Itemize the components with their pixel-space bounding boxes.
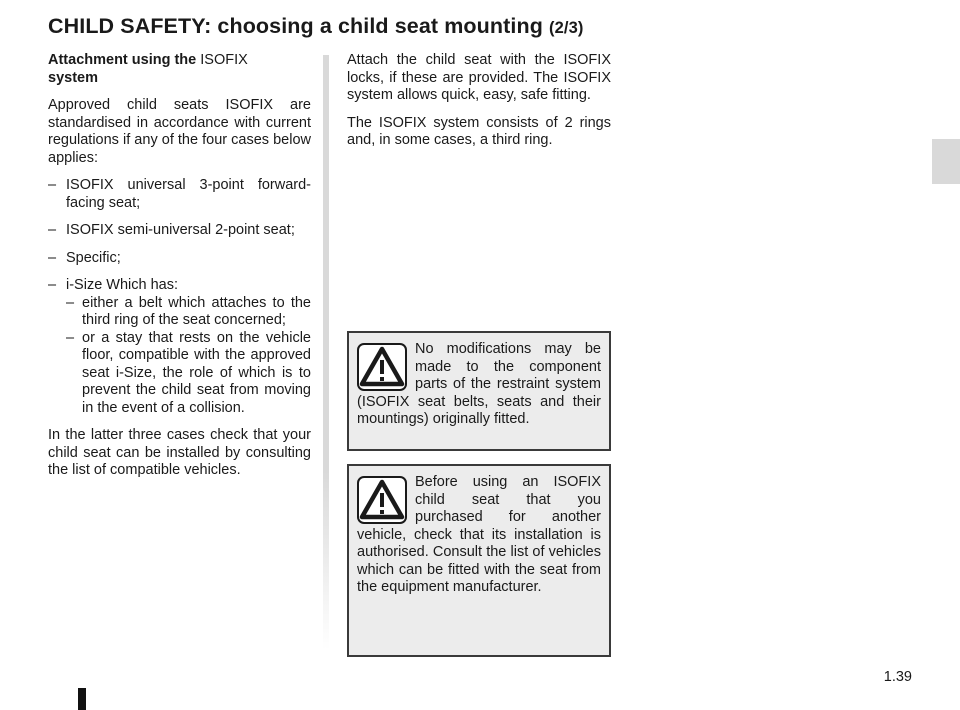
list-dash: –: [48, 249, 57, 266]
sub-list-dash: –: [66, 294, 75, 311]
warning-text: Before using an ISOFIX child seat that you purchased for another vehicle, check that its installation is authorised. Consult the list of vehicles which can be fitted with the seat from the equipment manufacturer.: [357, 474, 601, 595]
list-item: [48, 222, 311, 240]
list-dash: –: [48, 277, 57, 293]
list-item-text: Specific;: [66, 249, 121, 266]
list-item-text: ISOFIX universal 3-point forward-facing seat;: [66, 177, 311, 211]
sub-list-item: [48, 330, 311, 418]
list-dash: –: [48, 222, 57, 238]
sub-list-dash: –: [66, 329, 75, 346]
list-item: [48, 177, 311, 212]
corner-mark: [78, 688, 86, 710]
page-number: 1.39: [883, 669, 912, 685]
column-divider: [323, 55, 329, 650]
right-column: [347, 52, 611, 160]
warning-box-used-seat: [347, 464, 611, 657]
list-item-text: i-Size Which has:: [66, 277, 179, 293]
warning-text: No modifications may be made to the component parts of the restraint system (ISOFIX seat belts, seats and their mountings) originally fitted.: [357, 341, 601, 427]
sub-list-item: [48, 295, 311, 330]
warning-triangle-icon: [357, 476, 407, 524]
heading-rest: ISOFIX: [200, 52, 248, 68]
heading-line2: system: [48, 69, 98, 86]
warning-triangle-icon: [357, 343, 407, 391]
title-main: CHILD SAFETY: choosing a child seat mounting: [48, 14, 543, 38]
intro-paragraph: Approved child seats ISOFIX are standardised in accordance with current regulations if any of the four cases below applies:: [48, 97, 311, 166]
sub-list-item-text: either a belt which attaches to the third ring of the seat concerned;: [82, 294, 311, 328]
right-paragraph-1: Attach the child seat with the ISOFIX locks, if these are provided. The ISOFIX system allows quick, easy, safe fitting.: [347, 52, 611, 103]
chapter-side-tab: [932, 139, 960, 184]
heading-bold: Attachment using the: [48, 52, 197, 68]
list-item: [48, 277, 311, 417]
list-item-text: ISOFIX semi-universal 2-point seat;: [66, 222, 295, 238]
sub-list-item-text: or a stay that rests on the vehicle floor, compatible with the approved seat i-Size, the role of which is to prevent the child seat from moving in the event of a collision.: [82, 329, 311, 416]
closing-paragraph: In the latter three cases check that your child seat can be installed by consulting the list of compatible vehicles.: [48, 427, 311, 478]
warning-box-modifications: [347, 331, 611, 451]
left-column: [48, 52, 311, 490]
title-part-indicator: (2/3): [549, 19, 584, 37]
page-title: [48, 14, 583, 39]
right-paragraph-2: The ISOFIX system consists of 2 rings and, in some cases, a third ring.: [347, 114, 611, 148]
list-dash: –: [48, 177, 57, 193]
list-item: [48, 250, 311, 268]
section-heading: [48, 52, 311, 87]
sub-list: [48, 295, 311, 418]
